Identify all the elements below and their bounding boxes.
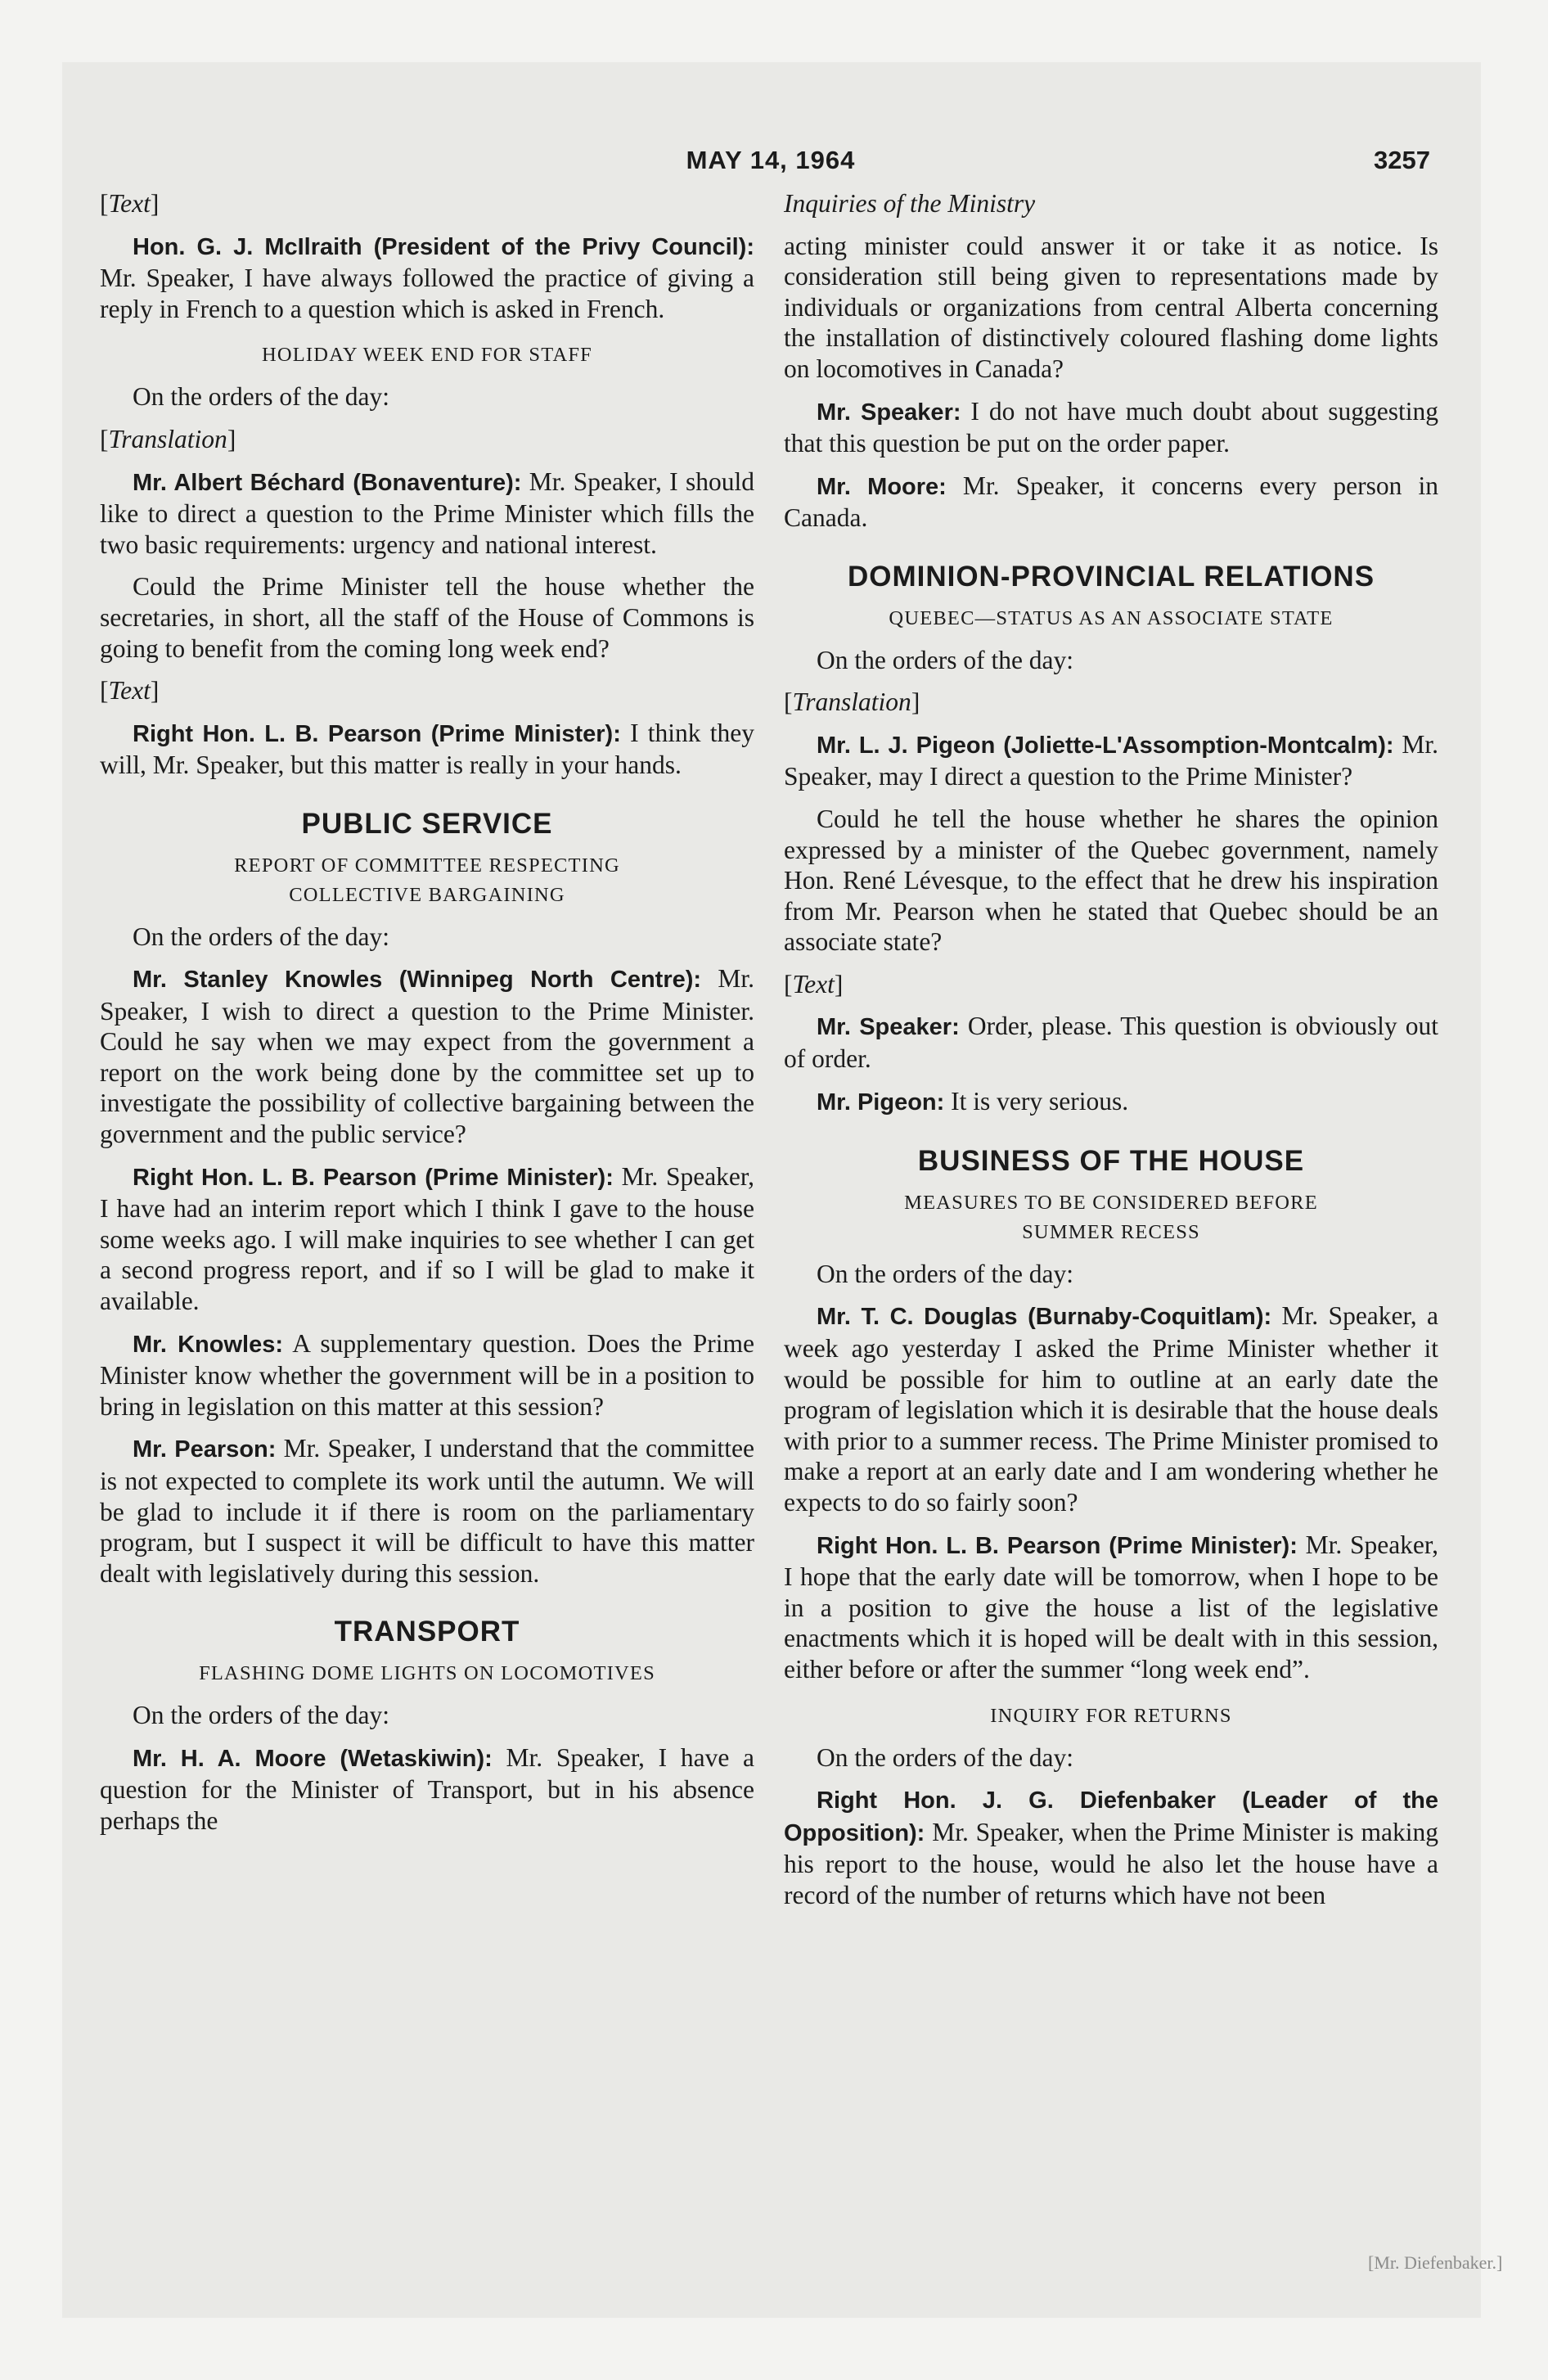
paragraph (100, 1742, 754, 1837)
paragraph (100, 963, 754, 1150)
paragraph (100, 1328, 754, 1422)
orders-of-day: On the orders of the day: (133, 922, 390, 951)
paragraph-text: Mr. Speaker, a week ago yesterday I asked the Prime Minister whether it would be possible for him to outline at an early date the program of legislation which it is desirable that the house deals with prior to a summer recess. The Prime Minister promised to make a report at an early date and I am wondering whether he expects to do so fairly soon? (784, 1301, 1438, 1517)
paragraph (100, 1433, 754, 1589)
speaker-name: Mr. Pearson: (133, 1436, 277, 1463)
paragraph-text: Mr. Speaker, may I direct a question to the Prime Minister? (784, 729, 1438, 791)
section-heading: TRANSPORT (334, 1616, 520, 1648)
paragraph (100, 718, 754, 781)
subheading: SUMMER RECESS (1022, 1220, 1200, 1243)
tag-text: [Text] (100, 676, 160, 705)
paragraph-text: Mr. Speaker, it concerns every person in Canada. (784, 471, 1438, 533)
paragraph-text: Mr. Speaker, I have always followed the practice of giving a reply in French to a question which is asked in French. (100, 264, 754, 323)
paragraph (784, 729, 1438, 792)
speaker-name: Mr. Moore: (817, 473, 947, 500)
section-heading: BUSINESS OF THE HOUSE (917, 1145, 1305, 1178)
orders-of-day: On the orders of the day: (817, 1259, 1074, 1288)
orders-of-day: On the orders of the day: (133, 382, 390, 412)
paragraph: acting minister could answer it or take it as notice. Is consideration still being given to representations made by individuals or organizations from central Alberta concerning the installation of distinctively coloured flashing dome lights on locomotives in Canada? (784, 231, 1438, 383)
paragraph-text: Mr. Speaker, I should like to direct a question to the Prime Minister which fills the two basic requirements: urgency and national interest. (100, 467, 755, 559)
subheading: FLASHING DOME LIGHTS ON LOCOMOTIVES (199, 1661, 655, 1684)
speaker-name: Mr. Albert Béchard (Bonaventure): (133, 469, 522, 496)
tag-translation: [Translation] (100, 424, 236, 453)
speaker-name: Right Hon. J. G. Diefenbaker (Leader of the Opposition): (784, 1787, 1438, 1846)
orders-of-day: On the orders of the day: (133, 1700, 390, 1729)
speaker-name: Mr. Speaker: (817, 399, 961, 426)
paragraph-text: Mr. Speaker, I have a question for the Minister of Transport, but in his absence perhaps the (100, 1742, 754, 1835)
right-column (784, 188, 1438, 1922)
paragraph-text: Mr. Speaker, I hope that the early date will be tomorrow, when I hope to be in a position to give the house a list of the legislative enactments which it is hoped will be dealt with in this session, either before or after the summer “long week end”. (784, 1530, 1439, 1684)
tag-translation: [Translation] (784, 687, 920, 717)
subheading: HOLIDAY WEEK END FOR STAFF (261, 344, 593, 367)
tag-text: [Text] (784, 969, 844, 998)
paragraph-text: A supplementary question. Does the Prime Minister know whether the government will be in a position to bring in legislation on this matter at this session? (100, 1328, 754, 1421)
paragraph (784, 1530, 1438, 1685)
paragraph-text: Mr. Speaker, I understand that the committee is not expected to complete its work until the autumn. We will be glad to include it if there is room on the parliamentary program, but I suspect it will be difficult to have this matter dealt with legislatively during this session. (100, 1434, 754, 1588)
subheading: REPORT OF COMMITTEE RESPECTING (234, 854, 620, 877)
subheading: INQUIRY FOR RETURNS (990, 1704, 1232, 1727)
orders-of-day: On the orders of the day: (817, 1742, 1074, 1772)
paragraph-text: I do not have much doubt about suggesting that this question be put on the order paper. (784, 396, 1438, 458)
subheading: QUEBEC—STATUS AS AN ASSOCIATE STATE (889, 606, 1334, 629)
section-heading: PUBLIC SERVICE (301, 807, 553, 840)
left-column (100, 188, 754, 1847)
page-header (100, 146, 1442, 187)
paragraph (784, 1300, 1438, 1517)
continuation-note: [Mr. Diefenbaker.] (1368, 2252, 1503, 2273)
speaker-name: Mr. L. J. Pigeon (Joliette-L'Assomption-Montcalm): (817, 732, 1394, 759)
speaker-name: Right Hon. L. B. Pearson (Prime Minister): (133, 1164, 614, 1191)
paragraph-text: I think they will, Mr. Speaker, but this matter is really in your hands. (100, 718, 754, 780)
speaker-name: Mr. H. A. Moore (Wetaskiwin): (133, 1745, 493, 1772)
section-heading: DOMINION-PROVINCIAL RELATIONS (847, 560, 1375, 593)
paragraph-text: It is very serious. (944, 1086, 1129, 1116)
speaker-name: Mr. Stanley Knowles (Winnipeg North Centre): (133, 967, 702, 994)
speaker-name: Right Hon. L. B. Pearson (Prime Minister): (133, 720, 621, 747)
paragraph (784, 471, 1438, 534)
paragraph-text: Order, please. This question is obviously out of order. (784, 1012, 1438, 1074)
speaker-name: Mr. T. C. Douglas (Burnaby-Coquitlam): (817, 1304, 1272, 1331)
tag-text: [Text] (100, 189, 160, 218)
page-date: MAY 14, 1964 (686, 146, 856, 174)
subheading: COLLECTIVE BARGAINING (289, 883, 565, 906)
paragraph (100, 231, 754, 325)
speaker-name: Hon. G. J. McIlraith (President of the Privy Council): (133, 233, 754, 260)
speaker-name: Mr. Pigeon: (817, 1089, 945, 1116)
paragraph (784, 396, 1438, 459)
paragraph (100, 1161, 754, 1317)
paragraph (100, 467, 754, 561)
orders-of-day: On the orders of the day: (817, 645, 1074, 674)
running-head: Inquiries of the Ministry (784, 189, 1036, 218)
speaker-name: Mr. Knowles: (133, 1331, 284, 1358)
paragraph: Could he tell the house whether he shares the opinion expressed by a minister of the Quebec government, namely Hon. René Lévesque, to the effect that he drew his inspiration from Mr. Pearson when he stated that Quebec should be an associate state? (784, 804, 1438, 957)
paragraph-text: Mr. Speaker, I have had an interim report which I think I gave to the house some weeks ago. I will make inquiries to see whether I can get a second progress report, and if so I will be glad to make it available. (100, 1161, 755, 1316)
page-number: 3257 (1374, 146, 1430, 174)
speaker-name: Right Hon. L. B. Pearson (Prime Minister): (817, 1532, 1298, 1559)
speaker-name: Mr. Speaker: (817, 1014, 960, 1041)
paragraph (784, 1086, 1438, 1119)
paragraph-text: Mr. Speaker, I wish to direct a question to the Prime Minister. Could he say when we may expect from the government a report on the work being done by the committee set up to investigate the possibility of collective bargaining between the government and the public service? (100, 964, 754, 1149)
paragraph (784, 1011, 1438, 1074)
paragraph-text: Mr. Speaker, when the Prime Minister is making his report to the house, would he also let the house have a record of the number of returns which have not been (784, 1817, 1438, 1909)
subheading: MEASURES TO BE CONSIDERED BEFORE (904, 1191, 1318, 1214)
paragraph: Could the Prime Minister tell the house whether the secretaries, in short, all the staff of the House of Commons is going to benefit from the coming long week end? (100, 572, 754, 663)
paragraph (784, 1784, 1438, 1910)
